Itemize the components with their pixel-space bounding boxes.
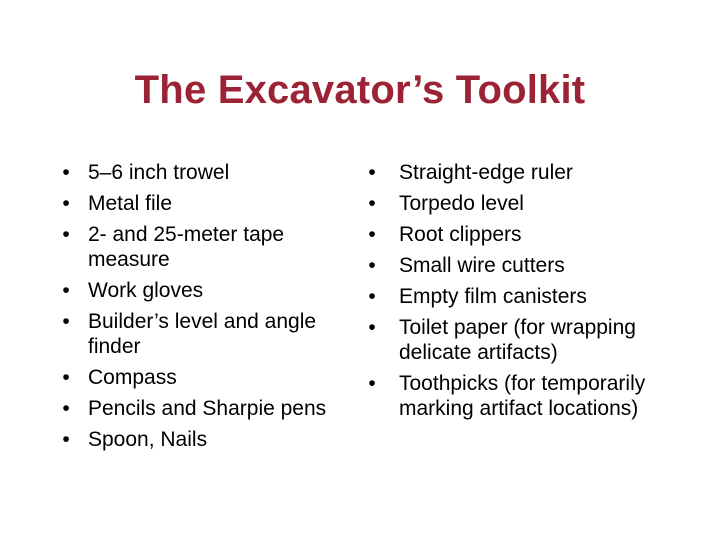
list-item-text: 5–6 inch trowel (88, 161, 230, 184)
list-item (364, 253, 654, 278)
list-item-text: Pencils and Sharpie pens (88, 397, 327, 420)
bullet-icon: • (368, 285, 376, 308)
bullet-icon: • (62, 223, 70, 246)
list-item-text: Compass (88, 366, 177, 389)
bullet-icon: • (62, 428, 70, 451)
list-item (364, 284, 654, 309)
list-item (364, 222, 654, 247)
bullet-icon: • (62, 192, 70, 215)
list-item (58, 191, 353, 216)
list-item (58, 278, 353, 303)
bullet-icon: • (368, 161, 376, 184)
list-item (364, 160, 654, 185)
bullet-icon: • (368, 223, 376, 246)
bullet-icon: • (368, 254, 376, 277)
list-item-text: Straight-edge ruler (399, 161, 573, 184)
list-item-text: Metal file (88, 192, 173, 215)
list-item (364, 371, 654, 421)
list-item-text: Root clippers (399, 223, 522, 246)
list-item-text: Toilet paper (for wrapping delicate artifacts) (399, 316, 636, 364)
slide-title: The Excavator’s Toolkit (134, 68, 586, 112)
bullet-icon: • (368, 316, 376, 339)
list-item-text: Empty film canisters (399, 285, 587, 308)
bullet-icon: • (62, 161, 70, 184)
list-item-text: Work gloves (88, 279, 204, 302)
bullet-icon: • (368, 372, 376, 395)
bullet-icon: • (62, 310, 70, 333)
list-item-text: 2- and 25-meter tape measure (88, 223, 285, 271)
list-item (58, 309, 353, 359)
list-item (58, 160, 353, 185)
list-item (364, 191, 654, 216)
list-item-text: Small wire cutters (399, 254, 565, 277)
list-item (58, 427, 353, 452)
list-item (58, 365, 353, 390)
list-item (364, 315, 654, 365)
bullet-icon: • (368, 192, 376, 215)
list-item-text: Builder’s level and angle finder (88, 310, 317, 358)
list-item-text: Spoon, Nails (88, 428, 208, 451)
list-item (58, 396, 353, 421)
list-item (58, 222, 353, 272)
list-item-text: Torpedo level (399, 192, 524, 215)
left-bullet-list (58, 160, 353, 458)
list-item-text: Toothpicks (for temporarily marking artifact locations) (399, 372, 646, 420)
bullet-icon: • (62, 279, 70, 302)
bullet-icon: • (62, 366, 70, 389)
right-bullet-list (364, 160, 654, 427)
bullet-icon: • (62, 397, 70, 420)
